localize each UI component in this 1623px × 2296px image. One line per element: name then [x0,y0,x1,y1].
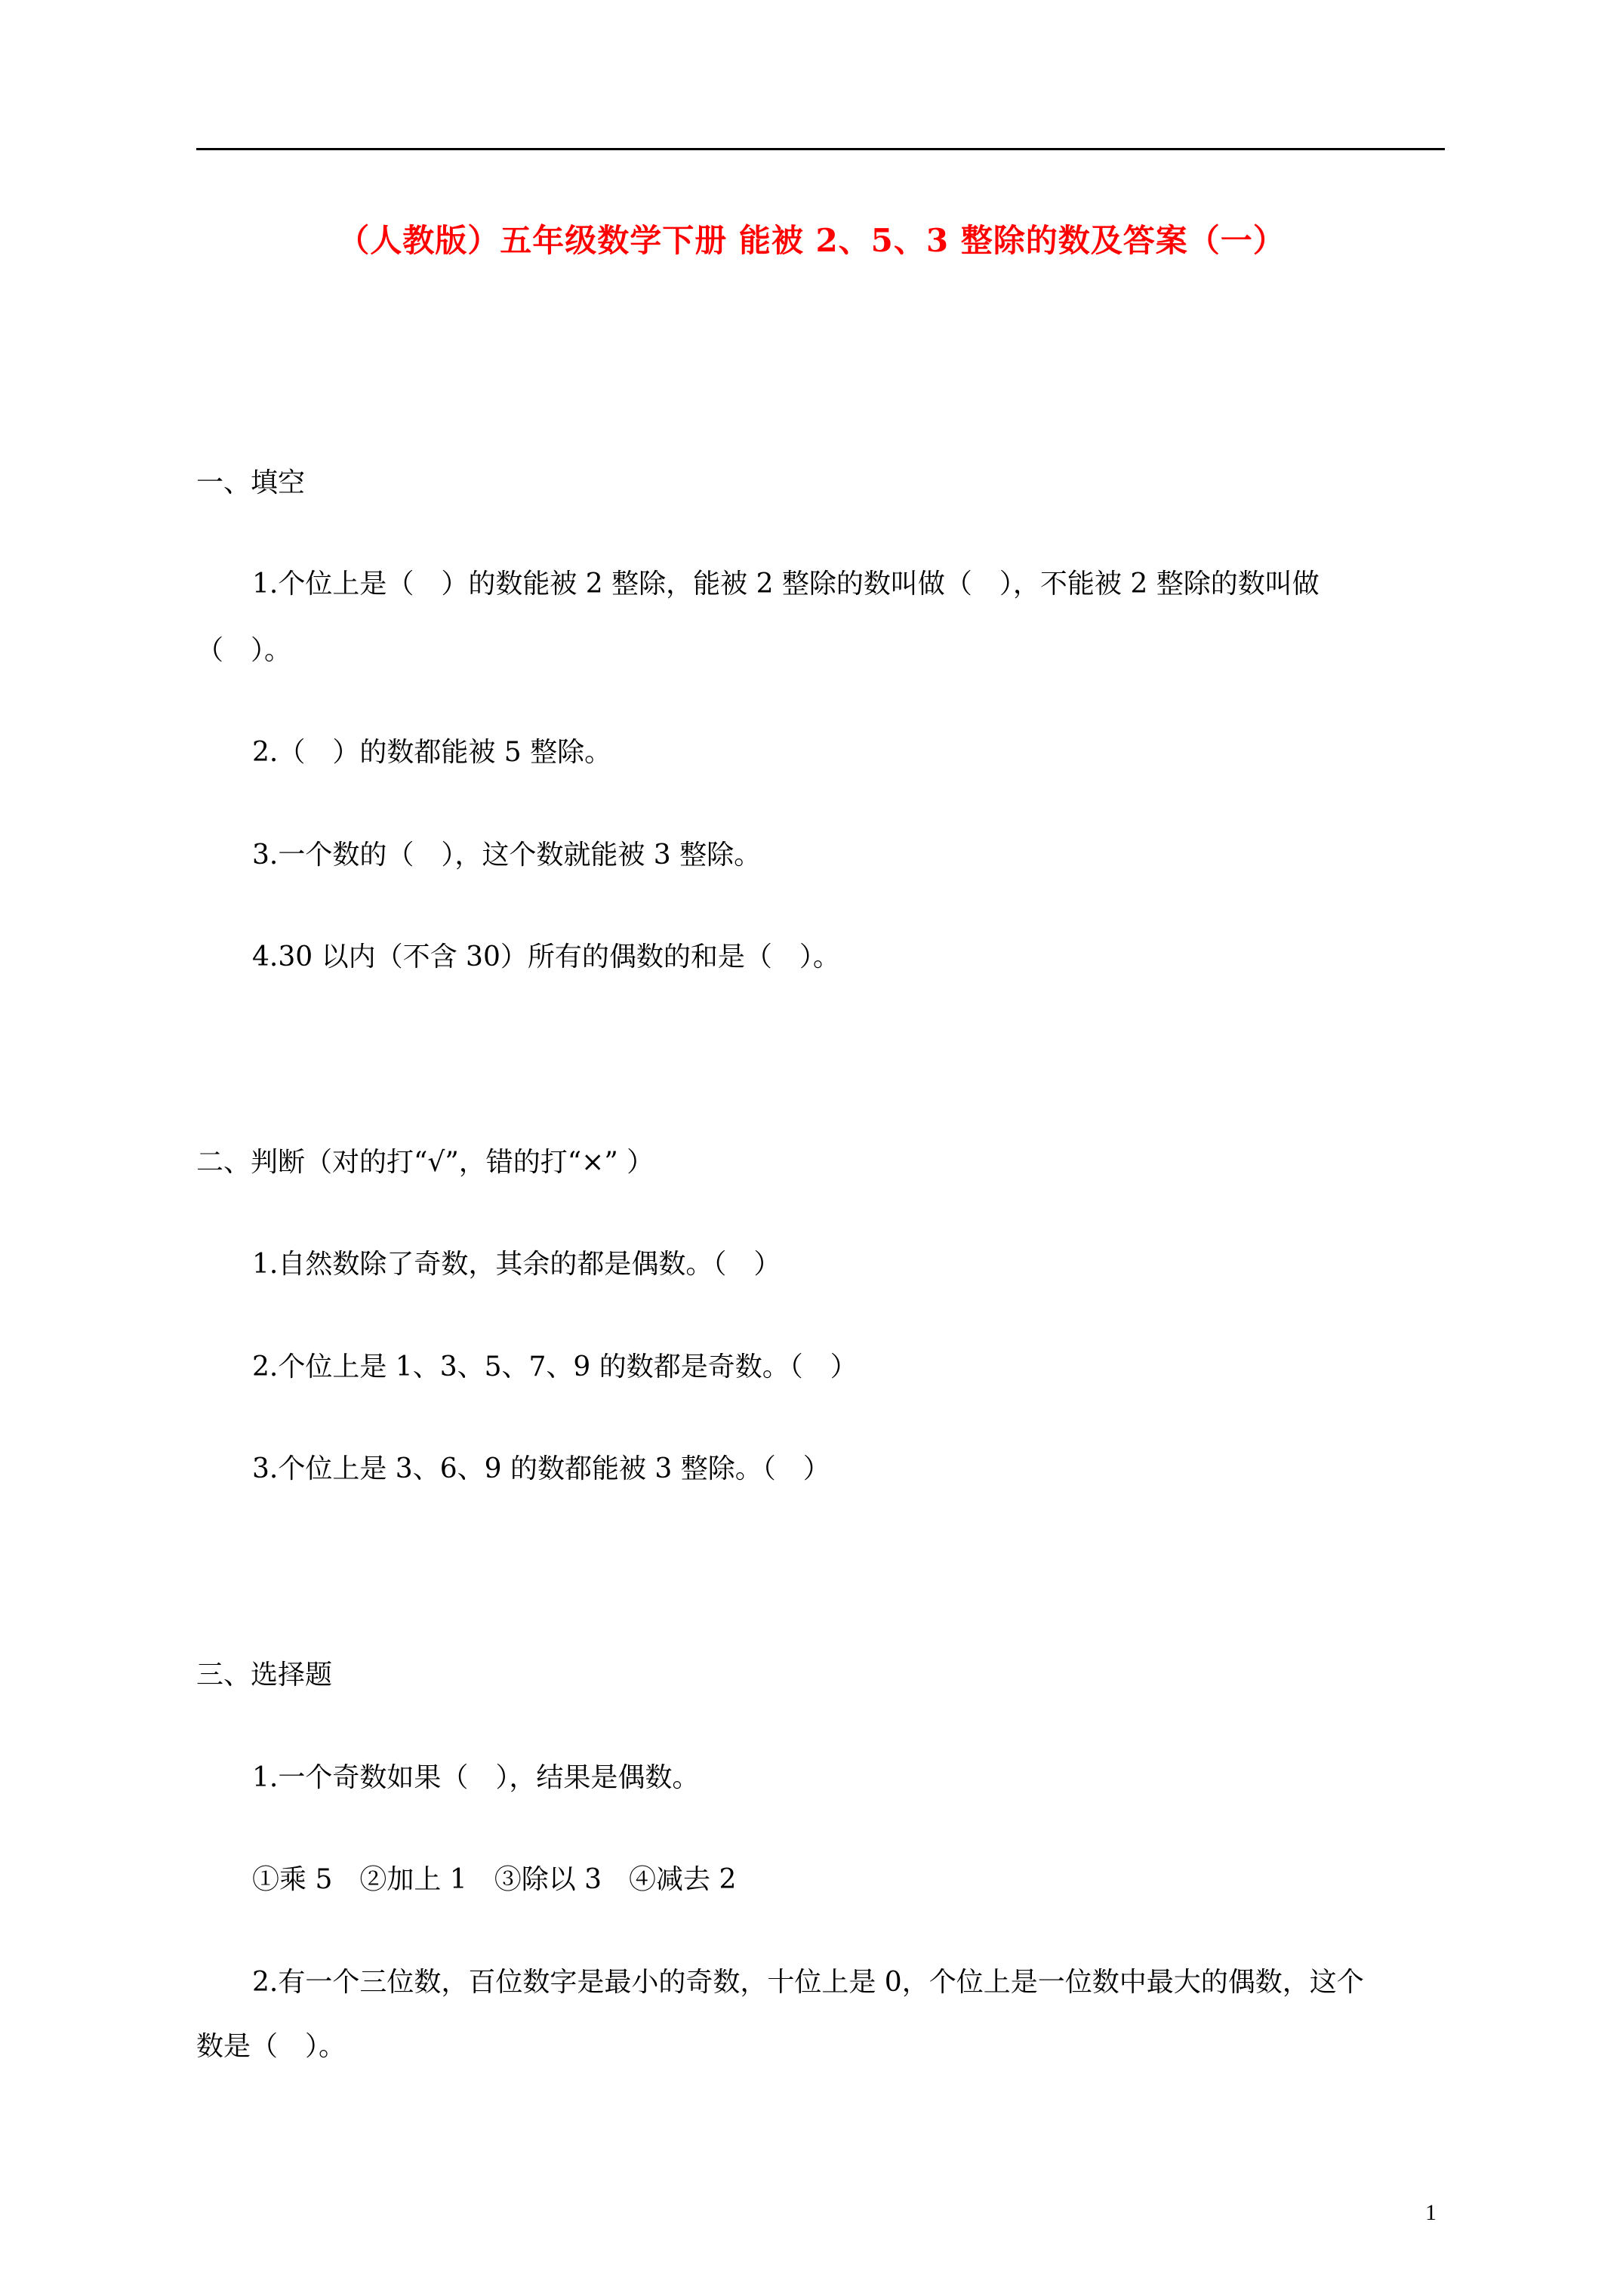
question-choice-1-options: ①乘 5 ②加上 1 ③除以 3 ④减去 2 [252,1864,737,1895]
page-number: 1 [1425,2200,1437,2225]
question-judge-2: 2.个位上是 1、3、5、7、9 的数都是奇数。（ ） [252,1351,858,1382]
section-heading-fill-in: 一、填空 [196,467,306,498]
question-fill-1-continuation: （ ）。 [196,635,292,666]
question-choice-1: 1.一个奇数如果（ ），结果是偶数。 [252,1762,700,1793]
question-choice-2-continuation: 数是（ ）。 [196,2031,346,2062]
question-judge-3: 3.个位上是 3、6、9 的数都能被 3 整除。（ ） [252,1453,830,1484]
question-fill-4: 4.30 以内（不含 30）所有的偶数的和是（ ）。 [252,942,840,972]
section-heading-true-false: 二、判断（对的打“√”，错的打“×” ） [196,1147,654,1178]
question-fill-3: 3.一个数的（ ），这个数就能被 3 整除。 [252,840,762,871]
header-rule [196,148,1445,150]
question-fill-1: 1.个位上是（ ）的数能被 2 整除，能被 2 整除的数叫做（ ），不能被 2 整除的数叫做 [252,569,1320,599]
question-fill-2: 2.（ ）的数都能被 5 整除。 [252,737,612,768]
document-title: （人教版）五年级数学下册 能被 2、5、3 整除的数及答案（一） [337,222,1286,259]
question-choice-2: 2.有一个三位数，百位数字是最小的奇数，十位上是 0，个位上是一位数中最大的偶数，这个 [252,1967,1364,1998]
question-judge-1: 1.自然数除了奇数，其余的都是偶数。（ ） [252,1249,781,1280]
section-heading-multiple-choice: 三、选择题 [196,1660,333,1690]
